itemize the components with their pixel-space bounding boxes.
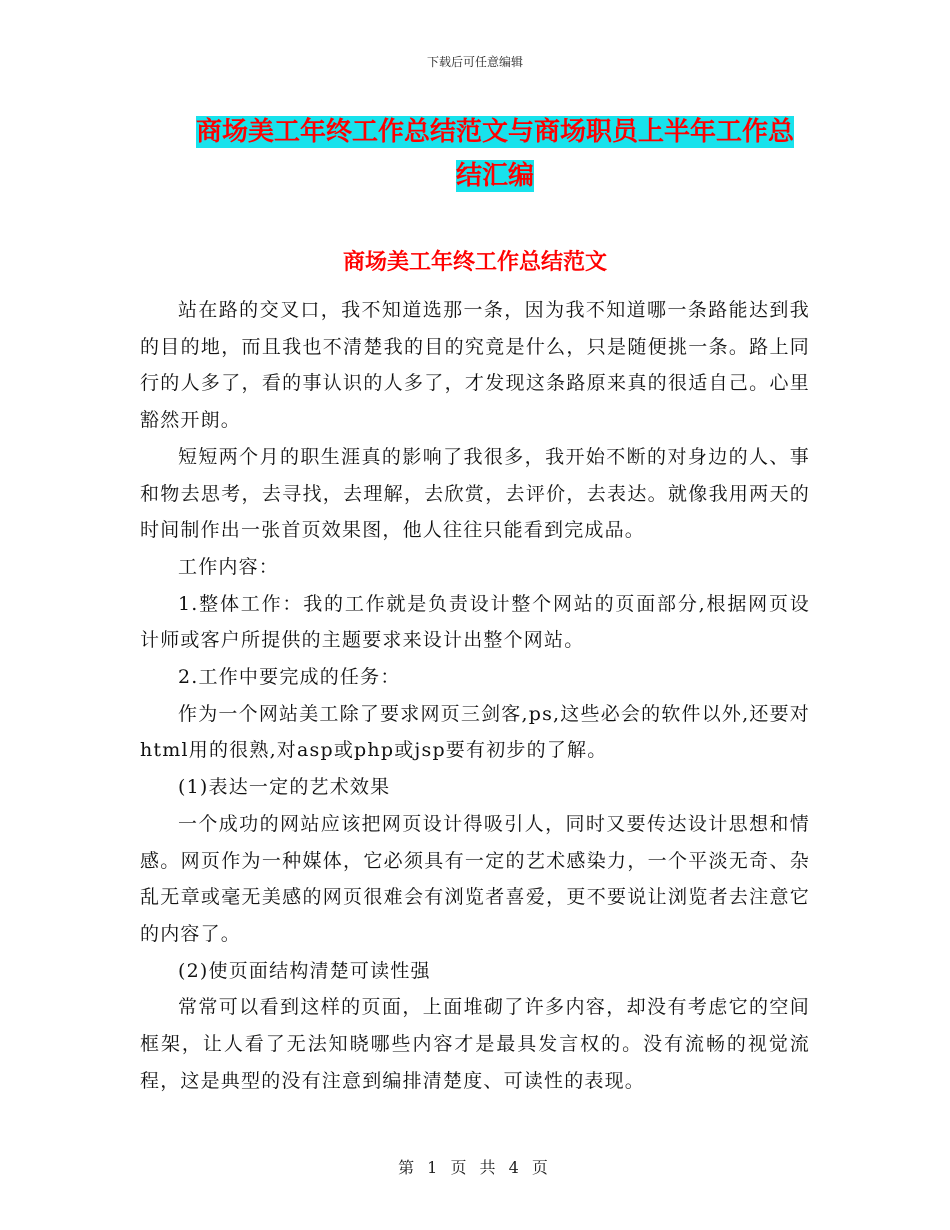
paragraph: (1)表达一定的艺术效果 <box>178 776 391 799</box>
paragraph: 作为一个网站美工除了要求网页三剑客,ps,这些必会的软件以外,还要对html用的很熟,对asp或php或jsp要有初步的了解。 <box>140 702 810 762</box>
paragraph: 常常可以看到这样的页面，上面堆砌了许多内容，却没有考虑它的空间框架，让人看了无法知晓哪些内容才是最具发言权的。没有流畅的视觉流程，这是典型的没有注意到编排清楚度、可读性的表现。 <box>140 996 810 1092</box>
paragraph: 短短两个月的职生涯真的影响了我很多，我开始不断的对身边的人、事和物去思考，去寻找，去理解，去欣赏，去评价，去表达。就像我用两天的时间制作出一张首页效果图，他人往往只能看到完成品。 <box>140 445 810 542</box>
header-note: 下载后可任意编辑 <box>426 55 523 69</box>
paragraph: (2)使页面结构清楚可读性强 <box>178 959 431 982</box>
title-line-2: 结汇编 <box>455 161 534 191</box>
paragraph: 一个成功的网站应该把网页设计得吸引人，同时又要传达设计思想和情感。网页作为一种媒体，它必须具有一定的艺术感染力，一个平淡无奇、杂乱无章或毫无美感的网页很难会有浏览者喜爱，更不要说让浏览者去注意它的内容了。 <box>140 812 810 945</box>
paragraph: 2.工作中要完成的任务： <box>178 666 401 689</box>
section-title: 商场美工年终工作总结范文 <box>342 250 607 275</box>
title-line-1: 商场美工年终工作总结范文与商场职员上半年工作总 <box>195 117 794 147</box>
document-title <box>140 110 850 198</box>
paragraph: 工作内容： <box>178 555 280 578</box>
paragraph: 站在路的交叉口，我不知道选那一条，因为我不知道哪一条路能达到我的目的地，而且我也不清楚我的目的究竟是什么，只是随便挑一条。路上同行的人多了，看的事认识的人多了，才发现这条路原来真的很适自己。心里豁然开朗。 <box>140 299 810 432</box>
body-text <box>140 292 810 1099</box>
paragraph: 1.整体工作：我的工作就是负责设计整个网站的页面部分,根据网页设计师或客户所提供的主题要求来设计出整个网站。 <box>140 592 810 652</box>
page-footer: 第 1 页 共 4 页 <box>398 1158 552 1177</box>
